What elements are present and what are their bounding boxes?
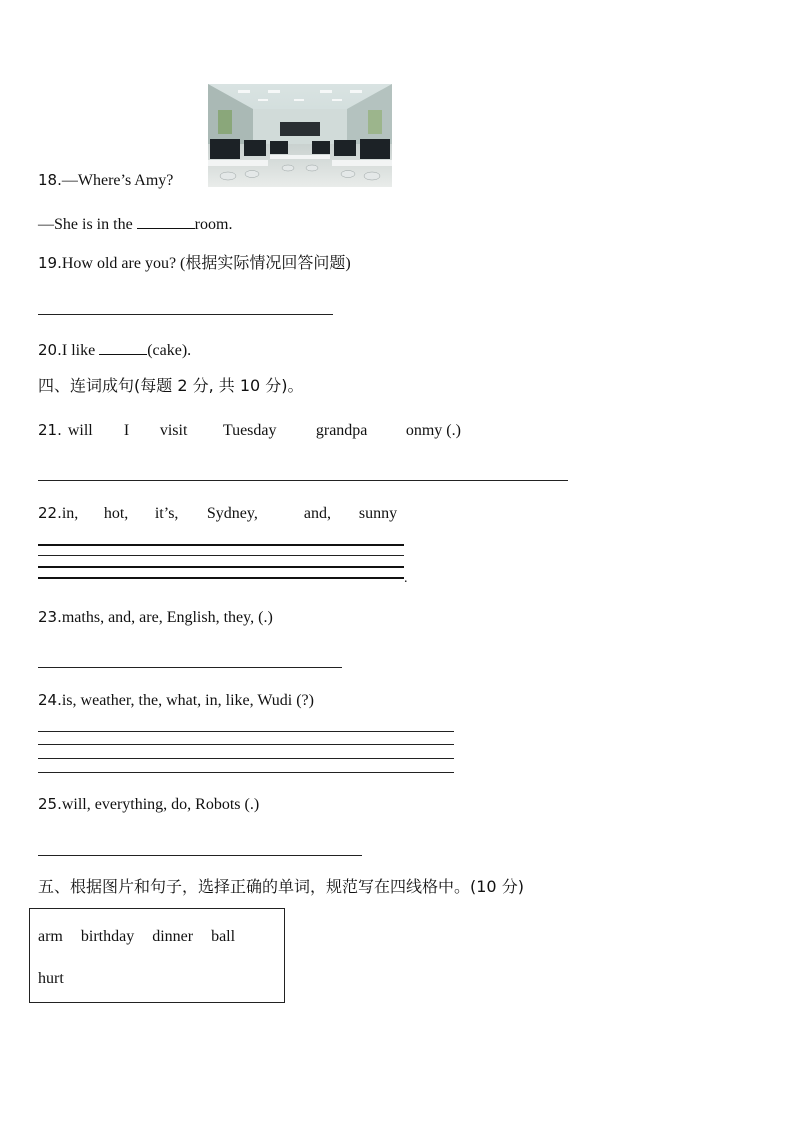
- grid-line: [38, 758, 454, 759]
- question-20: [38, 340, 191, 359]
- question-text: How old are you? (根据实际情况回答问题): [61, 255, 351, 272]
- question-number: 22.: [38, 504, 62, 522]
- word-option: ball: [211, 928, 236, 945]
- section-4-title: 四、连词成句(每题 2 分, 共 10 分)。: [38, 376, 304, 395]
- word-option: birthday: [80, 928, 135, 945]
- question-23: [38, 610, 273, 626]
- grid-line: [38, 566, 404, 568]
- word: Sydney,: [206, 505, 258, 522]
- word-box-row: [38, 970, 82, 988]
- question-18-answer: [38, 214, 232, 233]
- question-suffix: (cake).: [147, 342, 192, 359]
- word: will: [67, 422, 93, 439]
- question-24: [38, 693, 314, 709]
- computer-room-picture: [208, 84, 392, 187]
- question-number: 24.: [38, 691, 62, 709]
- word: visit: [159, 422, 188, 439]
- word: in,: [61, 505, 79, 522]
- word-option: hurt: [38, 970, 64, 987]
- grid-line: [38, 731, 454, 732]
- question-number: 20.: [38, 341, 62, 359]
- word: onmy (.): [405, 422, 461, 439]
- question-21: [38, 423, 461, 439]
- section-5-title: 五、根据图片和句子，选择正确的单词，规范写在四线格中。(10 分): [38, 877, 524, 896]
- grid-line: [38, 544, 404, 546]
- answer-line[interactable]: [38, 667, 342, 668]
- word-box-row: [38, 928, 253, 946]
- question-prefix: I like: [61, 342, 96, 359]
- question-25: [38, 797, 259, 813]
- question-text: maths, and, are, English, they, (.): [61, 609, 273, 626]
- answer-suffix: room.: [194, 216, 233, 233]
- word: hot,: [103, 505, 129, 522]
- grid-line: [38, 577, 404, 579]
- question-number: 18.: [38, 171, 62, 189]
- answer-blank[interactable]: [99, 340, 147, 355]
- question-number: 19.: [38, 254, 62, 272]
- question-19: [38, 256, 351, 272]
- question-number: 23.: [38, 608, 62, 626]
- grid-line: [38, 555, 404, 556]
- answer-line[interactable]: [38, 314, 333, 315]
- sentence-end-mark: .: [404, 571, 408, 586]
- grid-line: [38, 772, 454, 773]
- word-option: dinner: [152, 928, 194, 945]
- answer-line[interactable]: [38, 480, 568, 481]
- word: Tuesday: [222, 422, 277, 439]
- question-text: will, everything, do, Robots (.): [61, 796, 260, 813]
- answer-line[interactable]: [38, 855, 362, 856]
- grid-line: [38, 744, 454, 745]
- word-option: arm: [38, 928, 63, 945]
- question-number: 21.: [38, 421, 62, 439]
- word: it’s,: [154, 505, 179, 522]
- question-number: 25.: [38, 795, 62, 813]
- word: and,: [303, 505, 331, 522]
- question-22: [38, 506, 397, 522]
- answer-blank[interactable]: [137, 214, 195, 229]
- answer-prefix: —She is in the: [38, 216, 133, 233]
- question-18-prompt: [38, 173, 173, 189]
- word: sunny: [358, 505, 398, 522]
- word-box: [29, 908, 285, 1003]
- word: I: [123, 422, 130, 439]
- word: grandpa: [315, 422, 368, 439]
- question-text: —Where’s Amy?: [61, 172, 174, 189]
- question-text: is, weather, the, what, in, like, Wudi (?): [61, 692, 314, 709]
